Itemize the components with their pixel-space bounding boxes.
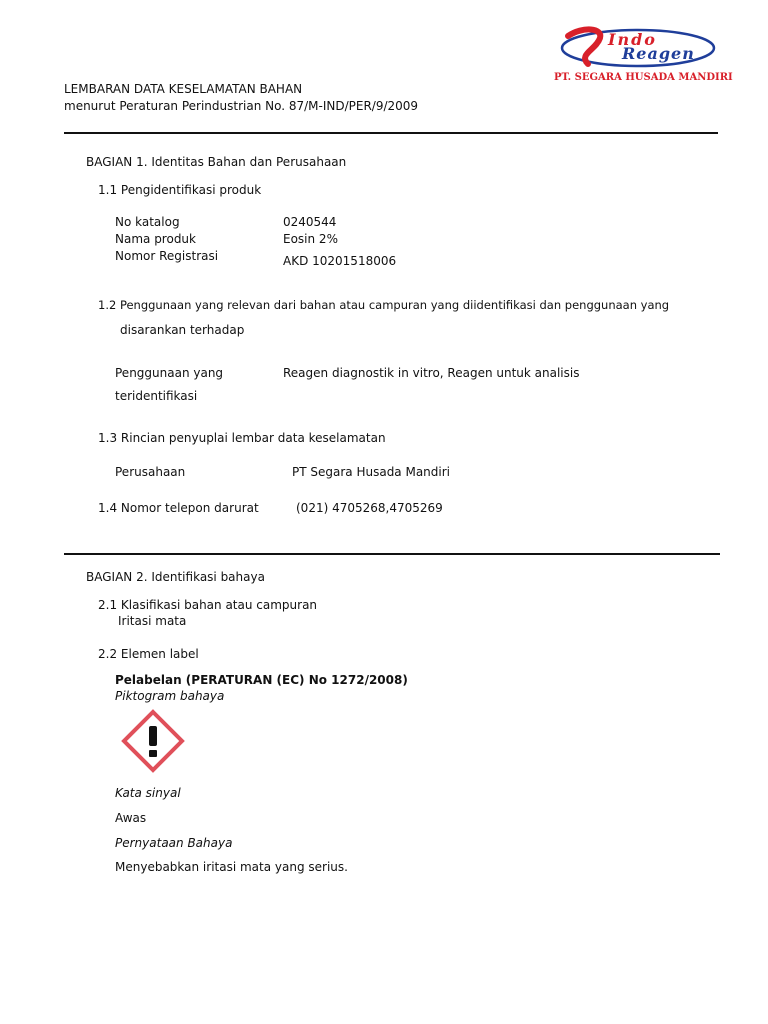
product-name-value: Eosin 2% [283, 232, 338, 246]
signal-word-label: Kata sinyal [115, 786, 181, 800]
pictogram-label: Piktogram bahaya [115, 689, 225, 703]
labelling-heading: Pelabelan (PERATURAN (EC) No 1272/2008) [115, 673, 408, 687]
emergency-phone-value: (021) 4705268,4705269 [296, 501, 443, 515]
usage-label-cont: teridentifikasi [115, 389, 198, 403]
logo-company-name: PT. SEGARA HUSADA MANDIRI [554, 72, 733, 83]
registration-value: AKD 10201518006 [283, 254, 397, 268]
hazard-statement-value: Menyebabkan iritasi mata yang serius. [115, 860, 348, 874]
logo-text-indo: Indo [608, 30, 657, 49]
classification-value: Iritasi mata [118, 614, 187, 628]
section-1-heading: BAGIAN 1. Identitas Bahan dan Perusahaan [86, 155, 347, 169]
section-2-heading: BAGIAN 2. Identifikasi bahaya [86, 570, 265, 584]
product-name-label: Nama produk [115, 232, 196, 246]
registration-label: Nomor Registrasi [115, 249, 219, 263]
section-2-1-heading: 2.1 Klasifikasi bahan atau campuran [98, 598, 318, 612]
document-title: LEMBARAN DATA KESELAMATAN BAHAN [64, 82, 303, 96]
ghs-exclamation-icon [121, 709, 185, 773]
section-1-2-heading: 1.2 Penggunaan yang relevan dari bahan atau campuran yang diidentifikasi dan penggunaan yang [98, 298, 670, 312]
section-1-4-heading: 1.4 Nomor telepon darurat [98, 501, 259, 515]
catalog-value: 0240544 [283, 215, 337, 229]
divider-top [64, 132, 718, 134]
catalog-label: No katalog [115, 215, 180, 229]
company-logo [548, 24, 733, 94]
signal-word-value: Awas [115, 811, 147, 825]
hazard-statement-label: Pernyataan Bahaya [115, 836, 233, 850]
usage-value: Reagen diagnostik in vitro, Reagen untuk analisis [283, 366, 580, 380]
divider-middle [64, 553, 720, 555]
document-subtitle: menurut Peraturan Perindustrian No. 87/M-IND/PER/9/2009 [64, 99, 419, 113]
section-2-2-heading: 2.2 Elemen label [98, 647, 199, 661]
section-1-2-heading-cont: disarankan terhadap [120, 323, 245, 337]
logo-text-reagen: Reagen [622, 44, 695, 63]
company-label: Perusahaan [115, 465, 186, 479]
company-value: PT Segara Husada Mandiri [292, 465, 451, 479]
usage-label: Penggunaan yang [115, 366, 224, 380]
section-1-3-heading: 1.3 Rincian penyuplai lembar data keselamatan [98, 431, 386, 445]
section-1-1-heading: 1.1 Pengidentifikasi produk [98, 183, 262, 197]
